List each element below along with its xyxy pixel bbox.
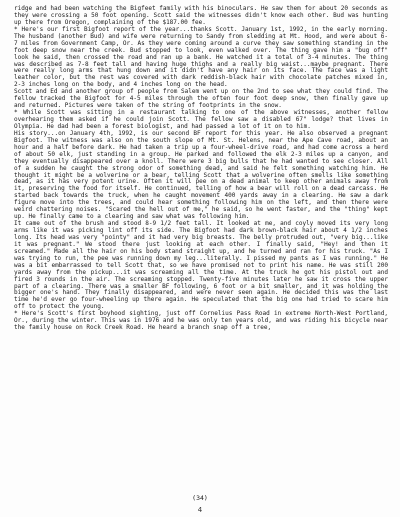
paragraph-6: It came out of the brush and stood 8-9 1/2 feet tall. It looked at me, and coyly moved its very long arms like it was picking lint off its side. The Bigfoot had dark brown-black hair about 4 1/2 inches long. Its head was very "pointy" and it had very big breasts. The belly protruded out, "very big...like it was pregnant." We stood there just looking at each other. I finally said, "Hey! and then it screamed." Made all the hair on his body stand straight up, and he turned and ran for his truck. "As I was trying to run, the pee was running down my leg...literally. I pissed my pants as I was running." He was a bit embarrassed to tell Scott that, so we have promised not to print his name. He was still 200 yards away from the pickup...it was screaming all the time. At the truck he got his pistol out and fired 3 rounds in the air. The screaming stopped. Twenty-five minutes later he saw it cross the upper part of a clearing. There was a smaller BF following, 6 foot or a bit smaller, and it was holding the bigger one's hand. They finally disappeared, and were never seen again. He decided this was the last time he'd ever go four-wheeling up there again. He speculated that the big one had tried to scare him off to protect the young. <box>14 220 388 311</box>
paragraph-1: ridge and had been watching the Bigfeet family with his binoculars. He saw them for about 20 seconds as they were crossing a 50 foot opening. Scott said the witnesses didn't know each other. Bud was hunting up there from Oregon, complaining of the $187.00 fee. <box>14 5 388 26</box>
paragraph-4: * While Scott was sitting in a restaurant talking to one of the above witnesses, another fellow overhearing them asked if he could join Scott. The fellow saw a disabled 67" lodge? that lives in Olympia. He dad had been a forest biologist, and had passed a lot of it on to him. <box>14 109 388 130</box>
page-number: 4 <box>197 506 203 514</box>
paragraph-5: His story...on January 4th, 1992, is our second BF report for this year. He also observed a pregnant Bigfoot. The witness was also on the south slope of Mt. St. Helens, near the Ape Cave road, about an hour and a half before dark. He had taken a trip up a four-wheel-drive road, and had come across a herd of about 50 elk, just standing in a group. He parked and followed the elk 2-3 miles up a canyon, and they eventually disappeared over a knoll. There were 3 big bulls that he had wanted to see closer. All of a sudden he caught the strong odor of something dead, and said he felt something watching him. He thought it might be a wolverine or a bear, telling Scott that a wolverine often smells like something dead, as it has very potent urine. Often it will pee on a dead animal to keep other animals away from it, preserving the food for itself. He continued, telling of how a bear will roll on a dead carcass. He started back towards the truck, when he caught movement 400 yards away in a clearing. He saw a dark figure move into the trees, and could hear something following him on the left, and then there were weird chattering noises. "Scared the hell out of me," he said, so he went faster, and the "thing" kept up. He finally came to a clearing and saw what was following him. <box>14 129 388 221</box>
page-label-parenthetical: (34) <box>192 494 208 502</box>
paragraph-2: * Here's our first Bigfoot report of the year...thanks Scott. January 1st, 1992, in the early morning. The husband (another Bud) and wife were returning to Sandy from sledding at Mt. Hood, and were about 6-7 miles from Government Camp, Or. As they were coming around a curve they saw something standing in the foot deep snow near the creek. Bud stopped to look, even walked over. The thing gave him a "bug off" look he said, then crossed the road and ran up a bank. He watched it a total of 3-4 minutes. The thing was described as 7-8 feet tall and having huge thighs and a really big waist...maybe pregnant. There were really long arms that hung down and it didn't have any hair on its face. The face was a light leather color, but the rest was covered with dark reddish-black hair with chocolate patches mixed in, 2-3 inches long on the body, and 4 inches long on the head. <box>14 25 388 89</box>
paragraph-7: * Here's Scott's first boyhood sighting, just off Cornelius Pass Road in extreme North-West Portland, Or., during the winter. This was in 1976 and he was only ten years old, and was riding his bicycle near the family house on Rock Creek Road. He heard a branch snap off a tree, <box>14 310 388 332</box>
body-text <box>14 6 388 332</box>
paragraph-3: Scott and Ed and another group of people from Salem went up on the 2nd to see what they could find. The fellow tracked the Bigfoot for 4-5 miles through the often four foot deep snow, then finally gave up and returned. Pictures were taken of the string of footprints in the snow. <box>14 88 388 110</box>
